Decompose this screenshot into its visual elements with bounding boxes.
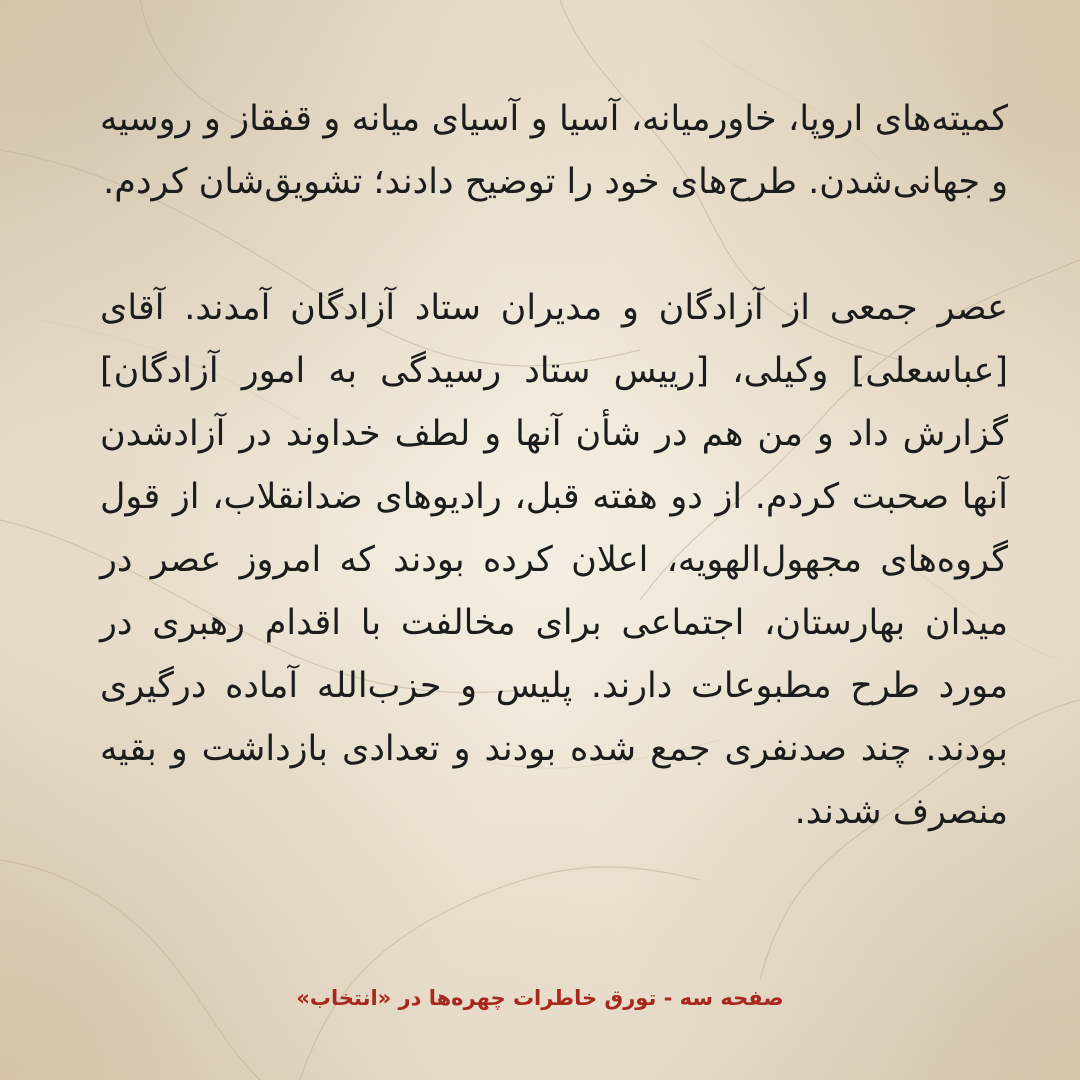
article-body	[100, 88, 1008, 844]
paragraph-spacer	[100, 214, 1008, 277]
article-paragraph-1: کمیته‌های اروپا، خاورمیانه، آسیا و آسیای میانه و قفقاز و روسیه و جهانی‌شدن. طرح‌های خود را توضیح دادند؛ تشویق‌شان کردم.	[100, 99, 1008, 202]
footer-caption: صفحه سه - تورق خاطرات چهره‌ها در «انتخاب»	[296, 986, 784, 1010]
article-paragraph-2: عصر جمعی از آزادگان و مدیران ستاد آزادگان آمدند. آقای [عباسعلی] وکیلی، [رییس ستاد رسیدگی به امور آزادگان] گزارش داد و من هم در شأن آنها و لطف خداوند در آزادشدن آنها صحبت کردم. از دو هفته قبل، رادیوهای ضدانقلاب، از قول گروه‌های مجهول‌الهویه، اعلان کرده بودند که امروز عصر در میدان بهارستان، اجتماعی برای مخالفت با اقدام رهبری در مورد طرح مطبوعات دارند. پلیس و حزب‌الله آماده درگیری بودند. چند صدنفری جمع شده بودند و تعدادی بازداشت و بقیه منصرف شدند.	[100, 288, 1008, 832]
